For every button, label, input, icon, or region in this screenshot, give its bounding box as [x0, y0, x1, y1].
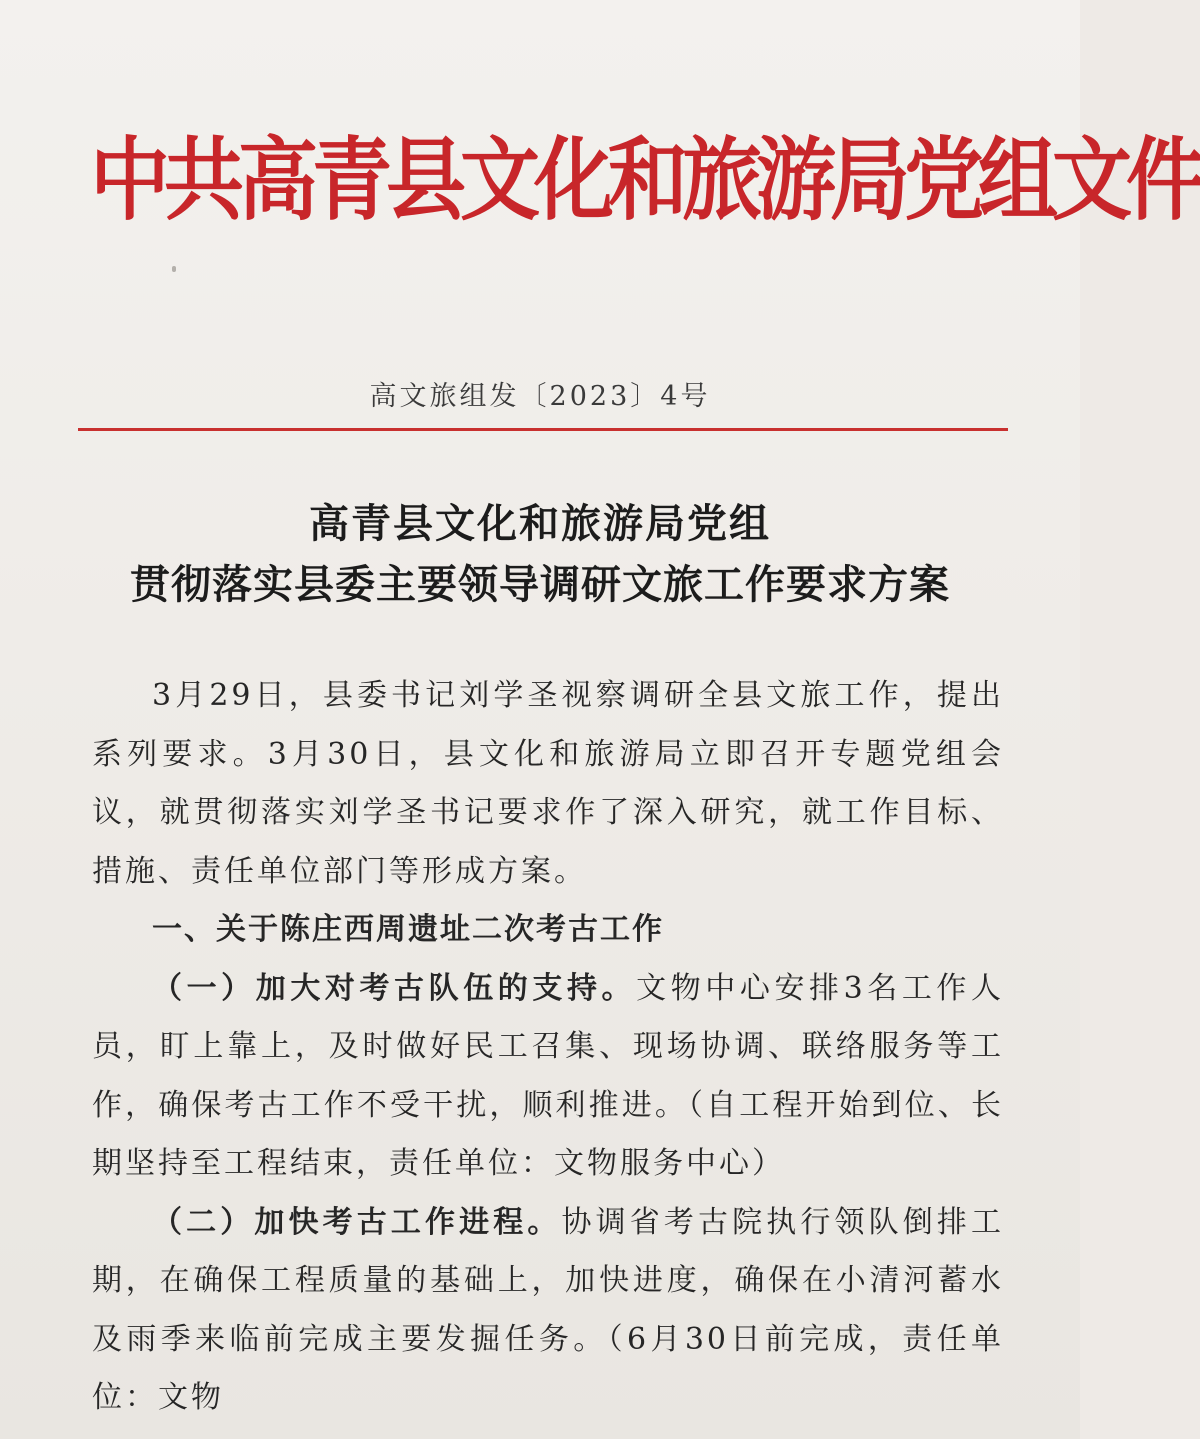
item-2-text: 协调省考古院执行领队倒排工期，在确保工程质量的基础上，加快进度，确保在小清河蓄水及雨季来临前完成主要发掘任务。（6月30日前完成，责任单位：文物 [92, 1204, 1004, 1415]
item-1-paragraph [92, 960, 1004, 1194]
item-1-text: 文物中心安排3名工作人员，盯上靠上，及时做好民工召集、现场协调、联络服务等工作，确保考古工作不受干扰，顺利推进。（自工程开始到位、长期坚持至工程结束，责任单位：文物服务中心） [92, 970, 1005, 1181]
item-2-paragraph [92, 1194, 1004, 1428]
document-title-line1: 高青县文化和旅游局党组 [309, 500, 771, 547]
item-2-lead: （二）加快考古工作进程。 [152, 1204, 562, 1240]
section-heading: 一、关于陈庄西周遗址二次考古工作 [152, 912, 664, 947]
paper-speck [172, 266, 176, 272]
document-number: 高文旅组发〔2023〕4号 [369, 381, 711, 412]
document-title-line2: 贯彻落实县委主要领导调研文旅工作要求方案 [130, 561, 950, 608]
red-separator-line [78, 428, 1008, 431]
item-1-lead: （一）加大对考古队伍的支持。 [152, 970, 637, 1006]
document-body [92, 667, 1004, 1428]
document-header: 中共高青县文化和旅游局党组文件 [90, 126, 1200, 233]
intro-paragraph: 3月29日，县委书记刘学圣视察调研全县文旅工作，提出系列要求。3月30日，县文化和旅游局立即召开专题党组会议，就贯彻落实刘学圣书记要求作了深入研究，就工作目标、措施、责任单位部门等形成方案。 [92, 678, 1004, 889]
